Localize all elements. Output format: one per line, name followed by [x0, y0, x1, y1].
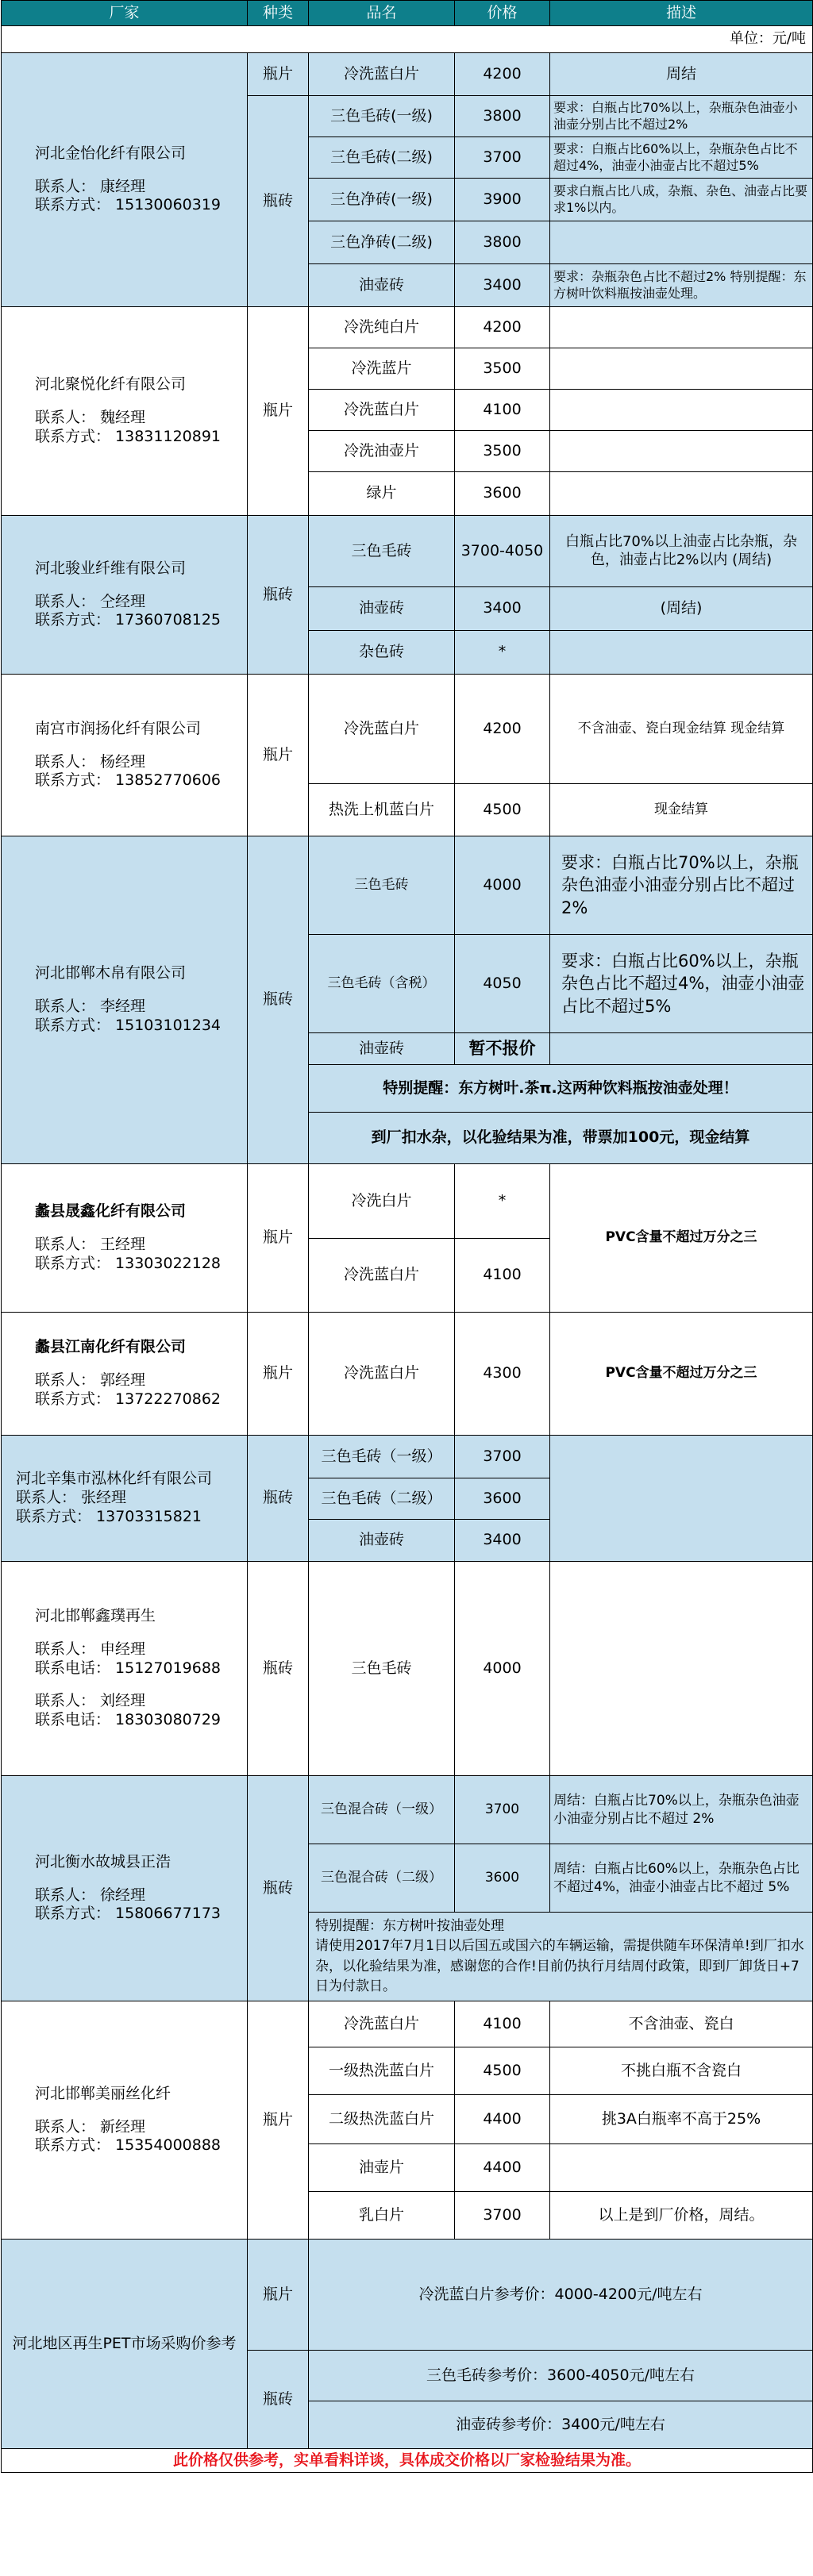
company-name: 河北聚悦化纤有限公司 — [35, 375, 187, 394]
desc-cell — [550, 1562, 813, 1776]
company-name: 河北骏业纤维有限公司 — [35, 559, 187, 577]
contact-phone: 联系方式： 15103101234 — [35, 1016, 222, 1034]
price-cell: 3800 — [455, 221, 550, 264]
desc-cell: PVC含量不超过万分之三 — [550, 1313, 813, 1436]
type-cell: 瓶砖 — [248, 1436, 309, 1562]
price-cell: 4200 — [455, 675, 550, 784]
contact-person: 联系人： 杨经理 — [35, 752, 146, 771]
desc-cell — [550, 1033, 813, 1065]
desc-cell: 要求：杂瓶杂色占比不超过2% 特别提醒：东方树叶饮料瓶按油壶处理。 — [550, 264, 813, 307]
contact-phone: 联系方式： 13831120891 — [35, 427, 222, 445]
desc-cell: 现金结算 — [550, 784, 813, 836]
price-cell: 4100 — [455, 2001, 550, 2047]
desc-cell: (周结) — [550, 587, 813, 631]
price-cell: 3700-4050 — [455, 516, 550, 587]
product-cell: 冷洗蓝白片 — [309, 1239, 455, 1313]
price-cell: 4050 — [455, 935, 550, 1033]
desc-cell: 要求：白瓶占比60%以上，杂瓶杂色占比不超过4%，油壶小油壶占比不超过5% — [550, 137, 813, 179]
company-runyang — [2, 675, 248, 836]
product-cell: 三色毛砖（含税） — [309, 935, 455, 1033]
price-cell: 4400 — [455, 2144, 550, 2192]
contact-phone: 联系方式： 15806677173 — [35, 1905, 222, 1923]
desc-cell: 要求：白瓶占比60%以上，杂瓶杂色占比不超过4%，油壶小油壶占比不超过5% — [550, 935, 813, 1033]
product-cell: 三色混合砖（二级） — [309, 1844, 455, 1913]
product-cell: 二级热洗蓝白片 — [309, 2095, 455, 2144]
contact-person: 联系人： 王经理 — [35, 1236, 146, 1254]
price-table — [1, 0, 813, 2473]
product-cell: 三色混合砖（一级） — [309, 1776, 455, 1844]
contact-person: 联系人： 仝经理 — [35, 592, 146, 610]
summary-ref-2: 三色毛砖参考价：3600-4050元/吨左右 — [309, 2351, 813, 2401]
price-cell: 3500 — [455, 348, 550, 390]
desc-cell — [550, 307, 813, 348]
header-price: 价格 — [455, 1, 550, 26]
desc-cell: 周结 — [550, 53, 813, 96]
type-cell: 瓶片 — [248, 675, 309, 836]
price-cell: 3700 — [455, 1436, 550, 1478]
header-product: 品名 — [309, 1, 455, 26]
price-cell: 4000 — [455, 1562, 550, 1776]
price-cell: 4200 — [455, 53, 550, 96]
price-cell: 3700 — [455, 137, 550, 179]
contact-phone: 联系方式： 13852770606 — [35, 771, 222, 790]
company-meili — [2, 2001, 248, 2240]
company-name: 河北衡水故城县正浩 — [35, 1852, 171, 1870]
price-cell: 4300 — [455, 1313, 550, 1436]
desc-cell — [550, 631, 813, 675]
price-cell: 4500 — [455, 2047, 550, 2095]
product-cell: 冷洗蓝白片 — [309, 53, 455, 96]
company-jiangnan — [2, 1313, 248, 1436]
company-name: 河北金怡化纤有限公司 — [35, 144, 187, 162]
price-cell: 3600 — [455, 1844, 550, 1913]
type-cell: 瓶砖 — [248, 1776, 309, 2001]
contact-phone: 联系方式： 15354000888 — [35, 2136, 222, 2155]
company-hongjin — [2, 1436, 248, 1562]
header-type: 种类 — [248, 1, 309, 26]
product-cell: 油壶片 — [309, 2144, 455, 2192]
product-cell: 三色毛砖（一级） — [309, 1436, 455, 1478]
company-name: 河北辛集市泓林化纤有限公司 — [16, 1470, 213, 1488]
price-cell: 3400 — [455, 587, 550, 631]
desc-cell — [550, 390, 813, 431]
contact-phone: 联系方式： 13722270862 — [35, 1390, 222, 1408]
price-cell: 3400 — [455, 264, 550, 307]
desc-cell: 要求：白瓶占比70%以上，杂瓶杂色油壶小油壶分别占比不超过2% — [550, 836, 813, 935]
contact-phone: 联系方式： 15130060319 — [35, 196, 222, 214]
type-cell: 瓶砖 — [248, 2351, 309, 2449]
summary-ref-1: 冷洗蓝白片参考价：4000-4200元/吨左右 — [309, 2240, 813, 2351]
price-cell: 4100 — [455, 390, 550, 431]
price-cell: 3400 — [455, 1520, 550, 1562]
mubo-note-2: 到厂扣水杂，以化验结果为准，带票加100元，现金结算 — [309, 1113, 813, 1164]
desc-cell — [550, 348, 813, 390]
desc-cell — [550, 431, 813, 472]
price-cell: 3800 — [455, 96, 550, 137]
product-cell: 冷洗蓝片 — [309, 348, 455, 390]
header-company: 厂家 — [2, 1, 248, 26]
price-cell: 3600 — [455, 1478, 550, 1520]
price-cell: 4000 — [455, 836, 550, 935]
contact-person: 联系人： 魏经理 — [35, 409, 146, 427]
product-cell: 一级热洗蓝白片 — [309, 2047, 455, 2095]
product-cell: 冷洗蓝白片 — [309, 1313, 455, 1436]
company-xinpu — [2, 1562, 248, 1776]
summary-title: 河北地区再生PET市场采购价参考 — [2, 2240, 248, 2449]
company-name: 河北邯郸美丽丝化纤 — [35, 2084, 171, 2102]
product-cell: 热洗上机蓝白片 — [309, 784, 455, 836]
header-row — [2, 1, 813, 26]
price-cell: 4500 — [455, 784, 550, 836]
price-cell: 3900 — [455, 179, 550, 221]
product-cell: 冷洗纯白片 — [309, 307, 455, 348]
desc-cell: 要求白瓶占比八成，杂瓶、杂色、油壶占比要求1%以内。 — [550, 179, 813, 221]
contact-person: 联系人： 刘经理 — [35, 1692, 146, 1710]
product-cell: 三色净砖(二级) — [309, 221, 455, 264]
product-cell: 三色毛砖 — [309, 516, 455, 587]
type-cell: 瓶片 — [248, 1313, 309, 1436]
type-cell: 瓶片 — [248, 53, 309, 96]
contact-person: 联系人： 康经理 — [35, 177, 146, 195]
contact-phone: 联系电话： 18303080729 — [35, 1711, 222, 1729]
zhenghao-notes — [309, 1913, 813, 2001]
zhenghao-note-1: 特别提醒：东方树叶按油壶处理 — [315, 1917, 504, 1934]
company-name: 河北邯郸木帛有限公司 — [35, 964, 187, 982]
type-cell: 瓶砖 — [248, 836, 309, 1164]
product-cell: 乳白片 — [309, 2192, 455, 2240]
contact-person: 联系人： 徐经理 — [35, 1886, 146, 1904]
desc-cell — [550, 1436, 813, 1562]
company-junye — [2, 516, 248, 675]
contact-person: 联系人： 李经理 — [35, 998, 146, 1016]
price-cell: * — [455, 1164, 550, 1239]
header-desc: 描述 — [550, 1, 813, 26]
price-cell: 3500 — [455, 431, 550, 472]
desc-cell: 以上是到厂价格，周结。 — [550, 2192, 813, 2240]
company-zhenghao — [2, 1776, 248, 2001]
product-cell: 油壶砖 — [309, 1033, 455, 1065]
desc-cell: PVC含量不超过万分之三 — [550, 1164, 813, 1313]
contact-phone: 联系电话： 15127019688 — [35, 1659, 222, 1677]
contact-phone: 联系方式： 13303022128 — [35, 1254, 222, 1272]
product-cell: 三色毛砖 — [309, 1562, 455, 1776]
product-cell: 冷洗油壶片 — [309, 431, 455, 472]
product-cell: 三色净砖(一级) — [309, 179, 455, 221]
product-cell: 冷洗蓝白片 — [309, 390, 455, 431]
type-cell: 瓶片 — [248, 2001, 309, 2240]
price-cell: 3700 — [455, 2192, 550, 2240]
company-name: 南宫市润扬化纤有限公司 — [35, 719, 202, 737]
product-cell: 油壶砖 — [309, 1520, 455, 1562]
price-cell: * — [455, 631, 550, 675]
product-cell: 冷洗白片 — [309, 1164, 455, 1239]
product-cell: 油壶砖 — [309, 264, 455, 307]
product-cell: 三色毛砖 — [309, 836, 455, 935]
type-cell: 瓶砖 — [248, 1562, 309, 1776]
type-cell: 瓶砖 — [248, 516, 309, 675]
company-name: 河北邯郸鑫璞再生 — [35, 1607, 156, 1625]
contact-phone: 联系方式： 13703315821 — [16, 1507, 202, 1525]
price-cell: 暂不报价 — [455, 1033, 550, 1065]
product-cell: 冷洗蓝白片 — [309, 675, 455, 784]
company-jinyi — [2, 53, 248, 307]
desc-cell: 周结：白瓶占比60%以上，杂瓶杂色占比不超过4%，油壶小油壶占比不超过 5% — [550, 1844, 813, 1913]
price-cell: 3700 — [455, 1776, 550, 1844]
type-cell: 瓶片 — [248, 1164, 309, 1313]
price-cell: 3600 — [455, 472, 550, 516]
desc-cell: 周结：白瓶占比70%以上，杂瓶杂色油壶小油壶分别占比不超过 2% — [550, 1776, 813, 1844]
company-name: 蠡县江南化纤有限公司 — [35, 1338, 187, 1356]
unit-label: 单位：元/吨 — [2, 26, 813, 53]
product-cell: 杂色砖 — [309, 631, 455, 675]
contact-person: 联系人： 张经理 — [16, 1489, 127, 1507]
desc-cell — [550, 2144, 813, 2192]
contact-person: 联系人： 新经理 — [35, 2117, 146, 2136]
contact-person: 联系人： 郭经理 — [35, 1371, 146, 1390]
type-cell: 瓶片 — [248, 307, 309, 516]
contact-phone: 联系方式： 17360708125 — [35, 611, 222, 629]
zhenghao-note-2: 请使用2017年7月1日以后国五或国六的车辆运输，需提供随车环保清单!到厂扣水杂，以化验结果为准，感谢您的合作!目前仍执行月结周付政策，即到厂卸货日+7日为付款日。 — [315, 1938, 804, 1994]
footer-disclaimer: 此价格仅供参考，实单看料详谈，具体成交价格以厂家检验结果为准。 — [2, 2449, 813, 2473]
type-cell: 瓶砖 — [248, 96, 309, 307]
desc-cell: 不含油壶、瓷白 — [550, 2001, 813, 2047]
product-cell: 油壶砖 — [309, 587, 455, 631]
desc-cell: 挑3A白瓶率不高于25% — [550, 2095, 813, 2144]
desc-cell — [550, 221, 813, 264]
desc-cell: 不挑白瓶不含瓷白 — [550, 2047, 813, 2095]
desc-cell: 不含油壶、瓷白现金结算 现金结算 — [550, 675, 813, 784]
desc-cell — [550, 472, 813, 516]
type-cell: 瓶片 — [248, 2240, 309, 2351]
company-shengxin — [2, 1164, 248, 1313]
desc-cell: 白瓶占比70%以上油壶占比杂瓶，杂色，油壶占比2%以内 (周结) — [550, 516, 813, 587]
product-cell: 三色毛砖(一级) — [309, 96, 455, 137]
company-mubo — [2, 836, 248, 1164]
mubo-note-1: 特别提醒：东方树叶.茶π.这两种饮料瓶按油壶处理！ — [309, 1065, 813, 1113]
product-cell: 三色毛砖(二级) — [309, 137, 455, 179]
desc-cell: 要求：白瓶占比70%以上，杂瓶杂色油壶小油壶分别占比不超过2% — [550, 96, 813, 137]
price-cell: 4200 — [455, 307, 550, 348]
product-cell: 绿片 — [309, 472, 455, 516]
company-juyue — [2, 307, 248, 516]
summary-ref-3: 油壶砖参考价：3400元/吨左右 — [309, 2401, 813, 2449]
product-cell: 三色毛砖（二级） — [309, 1478, 455, 1520]
company-name: 蠡县晟鑫化纤有限公司 — [35, 1202, 187, 1221]
price-cell: 4100 — [455, 1239, 550, 1313]
price-cell: 4400 — [455, 2095, 550, 2144]
product-cell: 冷洗蓝白片 — [309, 2001, 455, 2047]
contact-person: 联系人： 申经理 — [35, 1640, 146, 1658]
